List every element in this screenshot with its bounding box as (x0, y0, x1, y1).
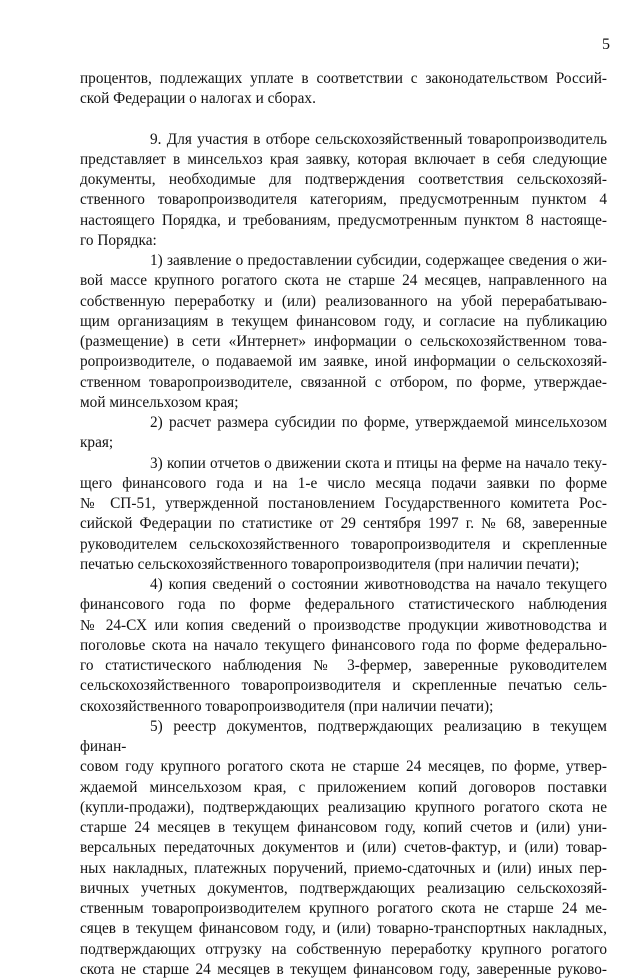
clause-9-paragraph (80, 130, 607, 252)
text-line: 5) реестр документов, подтверждающих реализацию в текущем финан- (80, 717, 607, 755)
text-line: подтверждающих отгрузку на собственную переработку крупного рогатого (80, 940, 607, 958)
text-line: ждаемой минсельхозом края, с приложением копий договоров поставки (80, 778, 607, 796)
text-line: финансового года по форме федерального статистического наблюдения (80, 596, 607, 614)
text-line: мой минсельхозом края; (80, 393, 239, 411)
text-line: 1) заявление о предоставлении субсидии, содержащее сведения о жи- (150, 252, 607, 269)
text-line: вой массе крупного рогатого скота не старше 24 месяцев, направленного на (80, 272, 607, 290)
text-line: ской Федерации о налогах и сборах. (80, 90, 316, 108)
item-2-paragraph (80, 413, 607, 454)
text-line: ственного товаропроизводителя категориям, предусмотренным пунктом 4 (80, 191, 607, 209)
text-line: ственном товаропроизводителе, связанной с отбором, по форме, утверждае- (80, 373, 607, 391)
text-line: сельскохозяйственного товаропроизводителя и скрепленные печатью сель- (80, 677, 607, 695)
text-line: ных накладных, платежных поручений, приемо-сдаточных и (или) иных пер- (80, 859, 607, 877)
text-line: скохозяйственного товаропроизводителя (при наличии печати); (80, 697, 494, 715)
text-line: (купли-продажи), подтверждающих реализацию крупного рогатого скота не (80, 798, 607, 816)
text-line: щего финансового года и на 1-е число месяца подачи заявки по форме (80, 474, 607, 492)
text-line: документы, необходимые для подтверждения соответствия сельскохозяй- (80, 171, 607, 188)
paragraph-gap (80, 110, 607, 130)
text-line: процентов, подлежащих уплате в соответствии с законодательством Россий- (80, 70, 607, 87)
text-line: № 24-СХ или копия сведений о производстве продукции животноводства и (80, 616, 607, 634)
intro-paragraph (80, 69, 607, 110)
item-4-paragraph (80, 575, 607, 717)
text-line: 9. Для участия в отборе сельскохозяйственный товаропроизводитель (150, 130, 607, 148)
text-line: руководителем сельскохозяйственного товаропроизводителя и скрепленные (80, 535, 607, 553)
text-line: ственным товаропроизводителем крупного рогатого скота не старше 24 ме- (80, 900, 607, 917)
text-line: (размещение) в сети «Интернет» информации о сельскохозяйственном това- (80, 333, 607, 350)
text-line: ропроизводителе, о подаваемой им заявке, иной информации о сельскохозяй- (80, 353, 607, 371)
text-line: вичных учетных документов, подтверждающих реализацию сельскохозяй- (80, 879, 607, 897)
text-line: старше 24 месяцев в текущем финансовом году, копий счетов и (или) уни- (80, 819, 607, 836)
text-line: 2) расчет размера субсидии по форме, утверждаемой минсельхозом (150, 414, 607, 431)
text-line: сяцев в текущем финансовом году, и (или) товарно-транспортных накладных, (80, 920, 607, 938)
item-3-paragraph (80, 454, 607, 576)
page-number: 5 (602, 36, 610, 53)
text-line: го статистического наблюдения № 3-фермер, заверенные руководителем (80, 657, 607, 674)
document-body (80, 69, 607, 980)
text-line: совом году крупного рогатого скота не старше 24 месяцев, по форме, утвер- (80, 758, 607, 776)
item-1-paragraph (80, 251, 607, 413)
text-line: края; (80, 434, 114, 452)
text-line: собственную переработку и (или) реализованного на убой перерабатываю- (80, 292, 607, 310)
text-line: печатью сельскохозяйственного товаропроизводителя (при наличии печати); (80, 555, 580, 573)
text-line: 3) копии отчетов о движении скота и птицы на ферме на начало теку- (150, 454, 607, 472)
text-line: сийской Федерации по статистике от 29 сентября 1997 г. № 68, заверенные (80, 515, 607, 533)
text-line: поголовье скота на начало текущего финансового года по форме федерально- (80, 636, 607, 654)
text-line: версальных передаточных документов и (или) счетов-фактур, и (или) товар- (80, 839, 607, 857)
text-line: № СП-51, утвержденной постановлением Государственного комитета Рос- (80, 495, 607, 512)
text-line: щим организациям в текущем финансовом году, и согласие на публикацию (80, 312, 607, 330)
text-line: го Порядка: (80, 231, 157, 249)
text-line: скота не старше 24 месяцев в текущем финансовом году, заверенные руково- (80, 960, 607, 978)
item-5-paragraph (80, 717, 607, 980)
text-line: настоящего Порядка, и требованиям, предусмотренным пунктом 8 настояще- (80, 211, 607, 229)
text-line: представляет в минсельхоз края заявку, которая включает в себя следующие (80, 150, 607, 168)
text-line: 4) копия сведений о состоянии животноводства на начало текущего (150, 576, 607, 593)
